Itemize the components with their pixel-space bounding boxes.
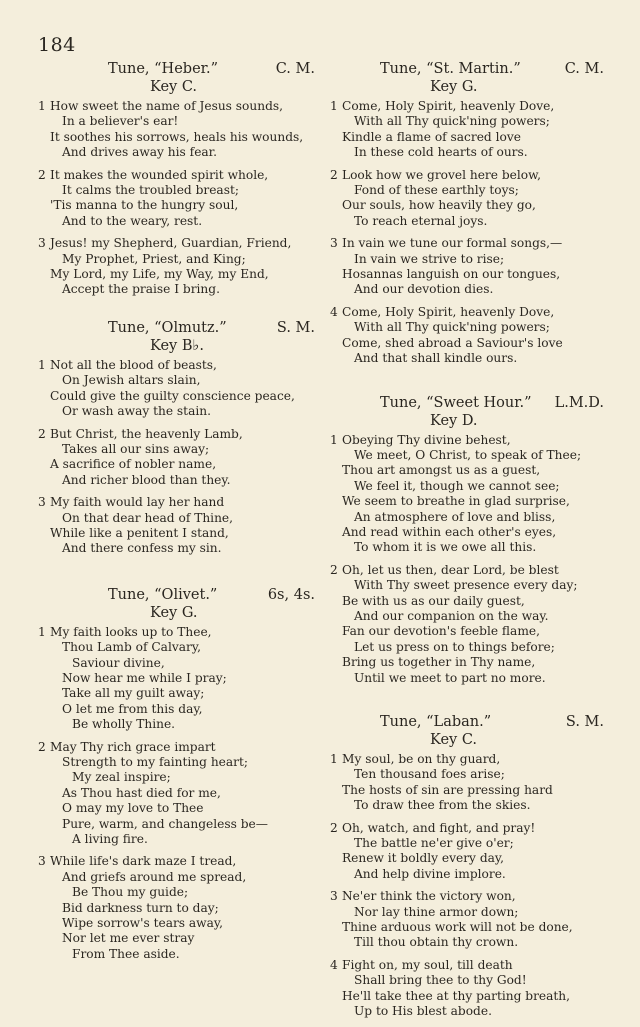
verse-line: Takes all our sins away; [62,441,210,456]
verse-line: Now hear me while I pray; [62,670,227,685]
hymn [330,60,612,367]
stanza [38,427,323,489]
verse-line: My faith looks up to Thee, [50,624,212,639]
stanza-number: 1 [330,99,338,113]
verse-line: Thine arduous work will not be done, [342,920,573,935]
stanza-number: 2 [38,426,46,441]
key-signature: Key B♭. [150,337,204,354]
verse-line: To draw thee from the skies. [354,798,531,813]
verse-line: And our devotion dies. [354,282,494,297]
hymn [38,586,323,963]
key-signature: Key C. [150,79,198,95]
verse-line: Obeying Thy divine behest, [342,432,511,447]
verse-line: He'll take thee at thy parting breath, [342,988,571,1003]
stanza-number: 1 [330,752,338,766]
verse-line: But Christ, the heavenly Lamb, [50,426,243,441]
verse-line: Till thou obtain thy crown. [354,935,519,950]
verse-line: Or wash away the stain. [62,404,211,419]
hymn [38,60,323,298]
stanza-number: 1 [38,99,46,113]
stanza [330,433,612,556]
verse-line: In vain we strive to rise; [354,251,505,266]
verse-line: It calms the troubled breast; [62,183,239,198]
stanza-number: 3 [38,236,46,251]
verse-line: Not all the blood of beasts, [50,357,217,372]
verse-line: It soothes his sorrows, heals his wounds, [50,129,304,144]
verse-line: Wipe sorrow's tears away, [62,916,224,931]
stanza-number: 1 [38,624,46,639]
verse-line: Fight on, my soul, till death [342,957,513,972]
stanza-number: 2 [330,167,338,182]
verse-line: With Thy sweet presence every day; [354,578,578,593]
verse-line: Come, Holy Spirit, heavenly Dove, [342,304,555,319]
verse-line: And to the weary, rest. [62,213,203,228]
verse-line: Nor let me ever stray [62,931,195,946]
verse-line: O let me from this day, [62,701,203,716]
verse-line: Fan our devotion's feeble flame, [342,624,540,639]
verse-line: Hosannas languish on our tongues, [342,267,561,282]
verse-line: An atmosphere of love and bliss, [354,509,556,524]
stanza [38,168,323,230]
verse-line: And read within each other's eyes, [342,524,557,539]
tune-name: Tune, “Heber.” [108,61,219,77]
tune-name: Tune, “Sweet Hour.” [380,394,532,411]
stanza-number: 1 [330,432,338,447]
verse-line: Pure, warm, and changeless be— [62,816,268,831]
verse-line: Until we meet to part no more. [354,670,546,685]
verse-line: And that shall kindle ours. [354,351,518,366]
verse-line: Shall bring thee to thy God! [354,973,527,988]
verse-line: With all Thy quick'ning powers; [354,114,550,129]
verse-line: Let us press on to things before; [354,639,555,654]
verse-line: A living fire. [72,832,148,847]
tune-heading [38,319,323,337]
stanza [38,99,323,161]
verse-line: With all Thy quick'ning powers; [354,320,550,335]
verse-line: We feel it, though we cannot see; [354,478,560,493]
stanza-number: 3 [330,889,338,904]
stanza-number: 3 [38,495,46,510]
verse-line: And our companion on the way. [354,608,549,623]
verse-line: Bid darkness turn to day; [62,900,219,915]
verse-line: As Thou hast died for me, [62,785,221,800]
verse-line: And help divine implore. [354,866,506,881]
tune-name: Tune, “Olivet.” [108,586,218,603]
right-column [330,60,612,1027]
verse-line: Oh, watch, and fight, and pray! [342,820,536,835]
verse-line: Kindle a flame of sacred love [342,129,521,144]
verse-line: The hosts of sin are pressing hard [342,782,553,797]
verse-line: A sacrifice of nobler name, [50,457,217,472]
stanza [38,495,323,557]
tune-heading [38,586,323,604]
verse-line: Up to His blest abode. [354,1004,492,1019]
tune-name: Tune, “Olmutz.” [108,319,227,336]
verse-line: And there confess my sin. [62,541,222,556]
verse-line: To whom it is we owe all this. [354,540,537,555]
verse-line: Oh, let us then, dear Lord, be blest [342,562,559,577]
verse-line: Ne'er think the victory won, [342,889,516,904]
verse-line: Our souls, how heavily they go, [342,198,536,213]
meter: 6s, 4s. [267,586,315,603]
meter: L.M.D. [554,394,604,411]
verse-line: And richer blood than they. [62,472,231,487]
verse-line: In vain we tune our formal songs,— [342,236,563,251]
verse-line: To reach eternal joys. [354,213,488,228]
stanza [330,752,612,814]
stanza [330,99,612,161]
verse-line: Come, shed abroad a Saviour's love [342,335,563,350]
verse-line: Be wholly Thine. [72,717,176,732]
hymn [330,394,612,687]
verse-line: We meet, O Christ, to speak of Thee; [354,447,582,462]
verse-line: Bring us together in Thy name, [342,655,536,670]
verse-line: May Thy rich grace impart [50,739,216,754]
stanza-number: 2 [38,739,46,754]
tune-heading [38,60,323,78]
stanza [330,958,612,1020]
meter: S. M. [276,319,315,336]
verse-line: From Thee aside. [72,946,180,961]
stanza-number: 2 [38,167,46,182]
verse-line: On that dear head of Thine, [62,510,234,525]
tune-heading [330,60,612,78]
verse-line: My soul, be on thy guard, [342,752,501,766]
verse-line: While life's dark maze I tread, [50,854,237,869]
verse-line: On Jewish altars slain, [62,373,201,388]
stanza [38,854,323,962]
verse-line: Fond of these earthly toys; [354,183,519,198]
verse-line: And griefs around me spread, [62,869,247,884]
tune-heading [330,394,612,412]
verse-line: Accept the praise I bring. [62,282,220,297]
stanza-number: 2 [330,562,338,577]
verse-line: Be Thou my guide; [72,885,189,900]
verse-line: The battle ne'er give o'er; [354,836,514,851]
key-signature: Key G. [150,604,198,621]
verse-line: Jesus! my Shepherd, Guardian, Friend, [50,236,292,251]
verse-line: And drives away his fear. [62,145,218,160]
verse-line: Nor lay thine armor down; [354,904,519,919]
stanza-number: 2 [330,820,338,835]
meter: C. M. [564,61,604,77]
meter: S. M. [565,714,604,730]
verse-line: Come, Holy Spirit, heavenly Dove, [342,99,555,113]
stanza [330,563,612,686]
stanza [38,358,323,420]
key-signature: Key C. [430,732,478,748]
verse-line: Thou Lamb of Calvary, [62,640,201,655]
tune-name: Tune, “Laban.” [380,714,492,730]
verse-line: Strength to my fainting heart; [62,755,248,769]
stanza-number: 3 [330,236,338,251]
tune-heading [330,713,612,731]
key-signature: Key G. [430,79,478,95]
hymn [38,319,323,557]
stanza-number: 1 [38,357,46,372]
verse-line: My Lord, my Life, my Way, my End, [50,267,269,282]
stanza-number: 4 [330,304,338,319]
verse-line: Take all my guilt away; [62,686,205,701]
verse-line: Saviour divine, [72,655,165,670]
stanza [330,168,612,230]
stanza-number: 4 [330,957,338,972]
verse-line: Thou art amongst us as a guest, [342,463,541,478]
verse-line: In these cold hearts of ours. [354,145,528,160]
stanza [330,821,612,883]
verse-line: In a believer's ear! [62,114,179,129]
verse-line: Be with us as our daily guest, [342,593,525,608]
verse-line: My Prophet, Priest, and King; [62,251,246,266]
stanza [38,740,323,848]
page-number: 184 [38,34,76,56]
verse-line: Renew it boldly every day, [342,851,505,866]
verse-line: We seem to breathe in glad surprise, [342,494,570,509]
hymn [330,713,612,1020]
meter: C. M. [275,61,315,77]
stanza [330,305,612,367]
verse-line: How sweet the name of Jesus sounds, [50,99,284,113]
tune-name: Tune, “St. Martin.” [380,61,521,77]
verse-line: O may my love to Thee [62,801,204,816]
verse-line: My faith would lay her hand [50,495,225,510]
stanza [330,889,612,951]
verse-line: My zeal inspire; [72,770,171,785]
stanza-number: 3 [38,854,46,869]
stanza [38,625,323,733]
stanza [38,236,323,298]
stanza [330,236,612,298]
verse-line: While like a penitent I stand, [50,525,229,540]
verse-line: Could give the guilty conscience peace, [50,388,295,403]
verse-line: Look how we grovel here below, [342,167,541,182]
verse-line: It makes the wounded spirit whole, [50,167,269,182]
verse-line: Ten thousand foes arise; [354,767,505,782]
verse-line: 'Tis manna to the hungry soul, [50,198,239,213]
left-column [38,60,323,969]
key-signature: Key D. [430,412,478,429]
